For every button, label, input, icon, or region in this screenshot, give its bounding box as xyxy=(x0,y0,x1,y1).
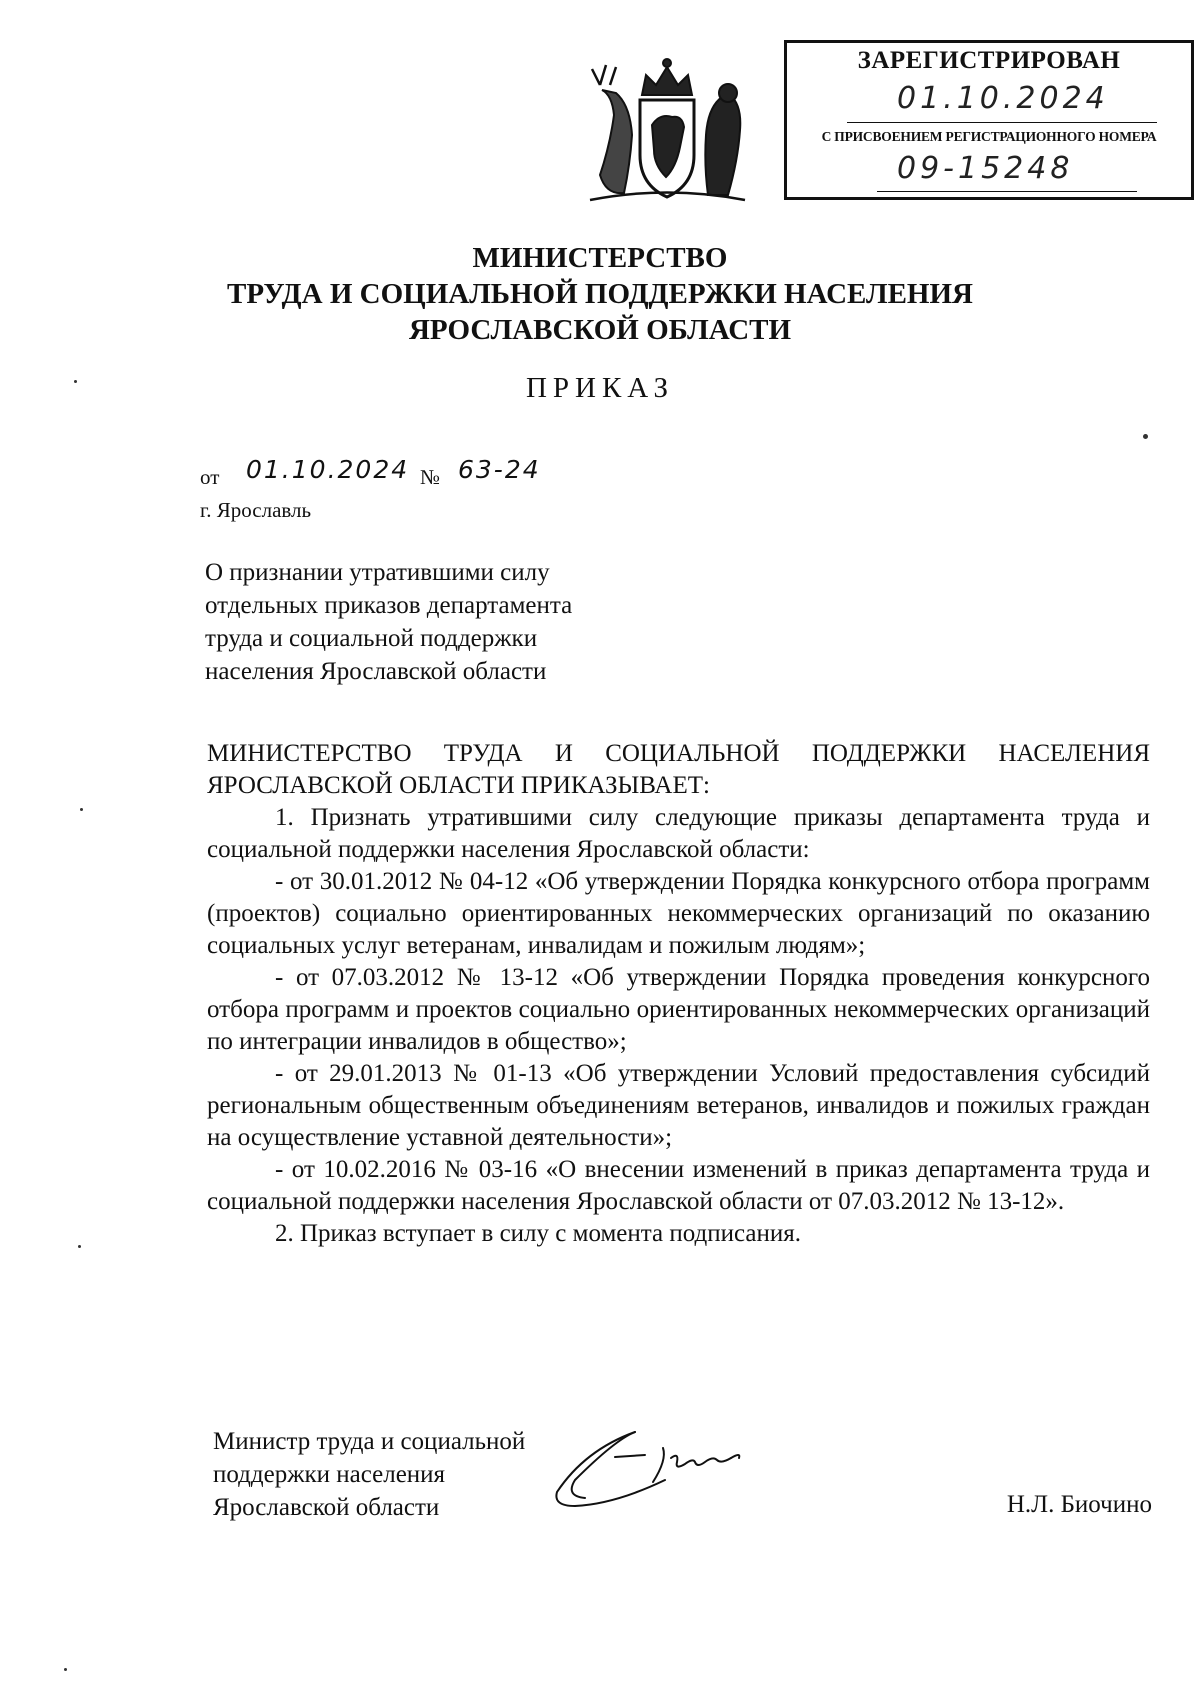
body-subitem-3: - от 29.01.2013 № 01-13 «Об утверждении Условий предоставления субсидий региональным общественным объединениям ветеранов, инвалидов и пожилых граждан на осуществление уставной деятельности»; xyxy=(207,1060,1150,1151)
signatory-name: Н.Л. Биочино xyxy=(1006,1491,1152,1518)
scan-speck xyxy=(1143,434,1148,439)
body-item-2: 2. Приказ вступает в силу с момента подписания. xyxy=(275,1220,801,1247)
position-line: поддержки населения xyxy=(213,1461,446,1488)
order-body xyxy=(207,738,1150,1250)
order-number: 63-24 xyxy=(458,455,541,484)
number-sign: № xyxy=(420,465,441,489)
scan-speck xyxy=(64,1668,67,1671)
subject-line: населения Ярославской области xyxy=(205,658,547,685)
body-subitem-4: - от 10.02.2016 № 03-16 «О внесении изменений в приказ департамента труда и социальной поддержки населения Ярославской области от 07.03.2012 № 13-12». xyxy=(207,1156,1150,1215)
coat-of-arms-icon xyxy=(580,55,755,205)
registration-stamp xyxy=(784,40,1194,200)
stamp-registration-number: 09-15248 xyxy=(897,151,1074,186)
position-line: Министр труда и социальной xyxy=(213,1428,526,1455)
body-item-1: 1. Признать утратившими силу следующие приказы департамента труда и социальной поддержки населения Ярославской области: xyxy=(207,804,1150,863)
body-intro: МИНИСТЕРСТВО ТРУДА И СОЦИАЛЬНОЙ ПОДДЕРЖКИ НАСЕЛЕНИЯ ЯРОСЛАВСКОЙ ОБЛАСТИ ПРИКАЗЫВАЕТ: xyxy=(207,740,1150,799)
stamp-title: ЗАРЕГИСТРИРОВАН xyxy=(857,47,1121,74)
subject-line: труда и социальной поддержки xyxy=(205,625,538,652)
ministry-title-line-1: МИНИСТЕРСТВО xyxy=(472,242,728,274)
city: г. Ярославль xyxy=(200,498,312,522)
body-subitem-2: - от 07.03.2012 № 13-12 «Об утверждении Порядка проведения конкурсного отбора программ и проектов социально ориентированных некоммерческих организаций по интеграции инвалидов в общество»; xyxy=(207,964,1150,1055)
ministry-title-line-3: ЯРОСЛАВСКОЙ ОБЛАСТИ xyxy=(408,314,792,346)
signatory-position xyxy=(213,1425,525,1524)
scan-speck xyxy=(80,808,83,811)
order-date: 01.10.2024 xyxy=(246,455,410,484)
handwritten-signature-icon xyxy=(545,1410,785,1520)
subject-line: отдельных приказов департамента xyxy=(205,592,573,619)
stamp-divider xyxy=(847,122,1157,123)
stamp-date: 01.10.2024 xyxy=(897,81,1109,116)
document-type: ПРИКАЗ xyxy=(525,372,675,404)
scan-speck xyxy=(78,1245,81,1248)
stamp-subtitle: С ПРИСВОЕНИЕМ РЕГИСТРАЦИОННОГО НОМЕРА xyxy=(821,129,1157,144)
subject-line: О признании утратившими силу xyxy=(205,559,550,586)
position-line: Ярославской области xyxy=(213,1494,440,1521)
date-prefix: от xyxy=(200,465,220,489)
ministry-title-line-2: ТРУДА И СОЦИАЛЬНОЙ ПОДДЕРЖКИ НАСЕЛЕНИЯ xyxy=(227,278,973,310)
scan-speck xyxy=(74,380,77,383)
body-subitem-1: - от 30.01.2012 № 04-12 «Об утверждении Порядка конкурсного отбора программ (проектов) социально ориентированных некоммерческих организаций по оказанию социальных услуг ветеранам, инвалидам и пожилым людям»; xyxy=(207,868,1150,959)
stamp-divider xyxy=(877,191,1137,192)
order-subject xyxy=(205,556,572,688)
